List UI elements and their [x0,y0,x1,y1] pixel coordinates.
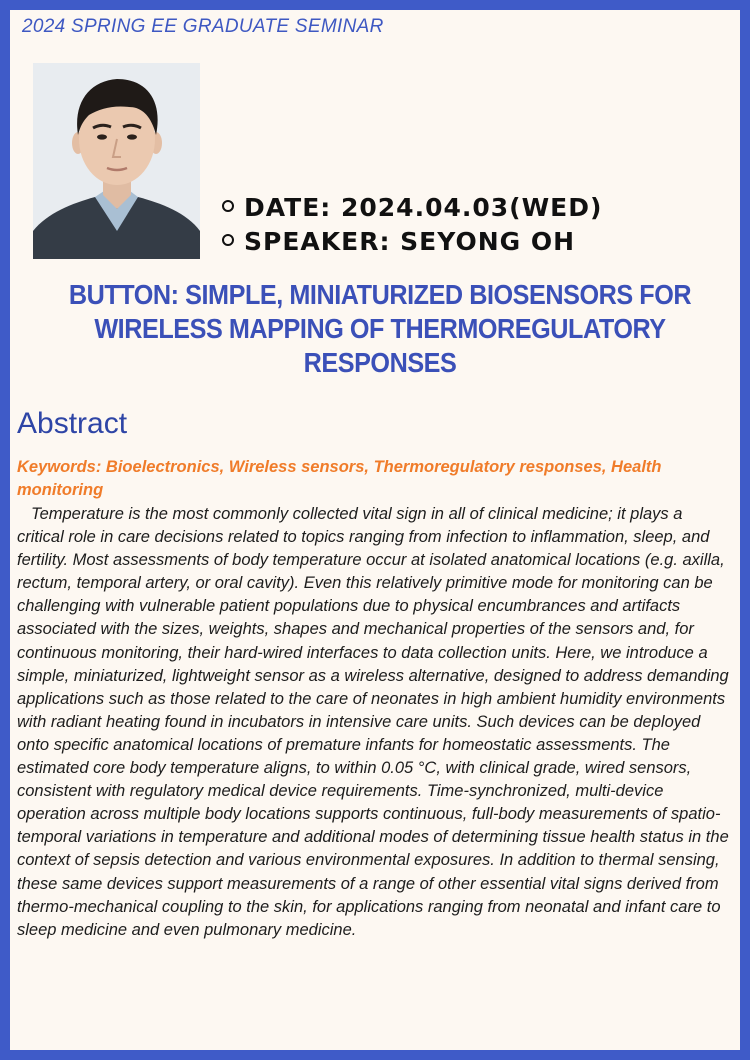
speaker-photo [33,63,200,259]
seminar-info-list [222,191,602,259]
abstract-body: Temperature is the most commonly collected vital sign in all of clinical medicine; it plays a critical role in care decisions related to topics ranging from infection to inflammation, sleep, and fertility. Most assessments of body temperature occur at isolated anatomical locations (e.g. axilla, rectum, temporal artery, or oral cavity). Even this relatively primitive mode for monitoring can be challenging with vulnerable patient populations due to physical encumbrances and artifacts associated with the sizes, weights, shapes and mechanical properties of the sensors and, for continuous monitoring, their hard-wired interfaces to data collection units. Here, we introduce a simple, miniaturized, lightweight sensor as a wireless alternative, designed to address demanding applications such as those related to the care of neonates in high ambient humidity environments with radiant heating found in incubators in intensive care units. Such devices can be deployed onto specific anatomical locations of premature infants for homeostatic assessments. The estimated core body temperature aligns, to within 0.05 °C, with clinical grade, wired sensors, consistent with regulatory medical device requirements. Time-synchronized, multi-device operation across multiple body locations supports continuous, full-body measurements of spatio-temporal variations in temperature and additional modes of determining tissue health status in the context of sepsis detection and various environmental exposures. In addition to thermal sensing, these same devices support measurements of a range of other essential vital signs derived from thermo-mechanical coupling to the skin, for applications ranging from neonatal and infant care to sleep medicine and even pulmonary medicine. [17,505,729,939]
circle-bullet-icon [222,234,234,246]
speaker-portrait-image [33,63,200,259]
seminar-poster [10,10,740,1050]
date-text: DATE: 2024.04.03(WED) [244,193,603,222]
circle-bullet-icon [222,200,234,212]
seminar-header: 2024 SPRING EE GRADUATE SEMINAR [22,16,384,37]
speaker-item [222,225,602,259]
date-item [222,191,602,225]
talk-title: BUTTON: SIMPLE, MINIATURIZED BIOSENSORS FOR WIRELESS MAPPING OF THERMOREGULATORY RESPONSES [68,279,692,378]
keywords-line: Keywords: Bioelectronics, Wireless sensors, Thermoregulatory responses, Health monitoring [17,458,662,499]
speaker-text: SPEAKER: SEYONG OH [244,227,576,256]
abstract-heading: Abstract [17,407,128,440]
